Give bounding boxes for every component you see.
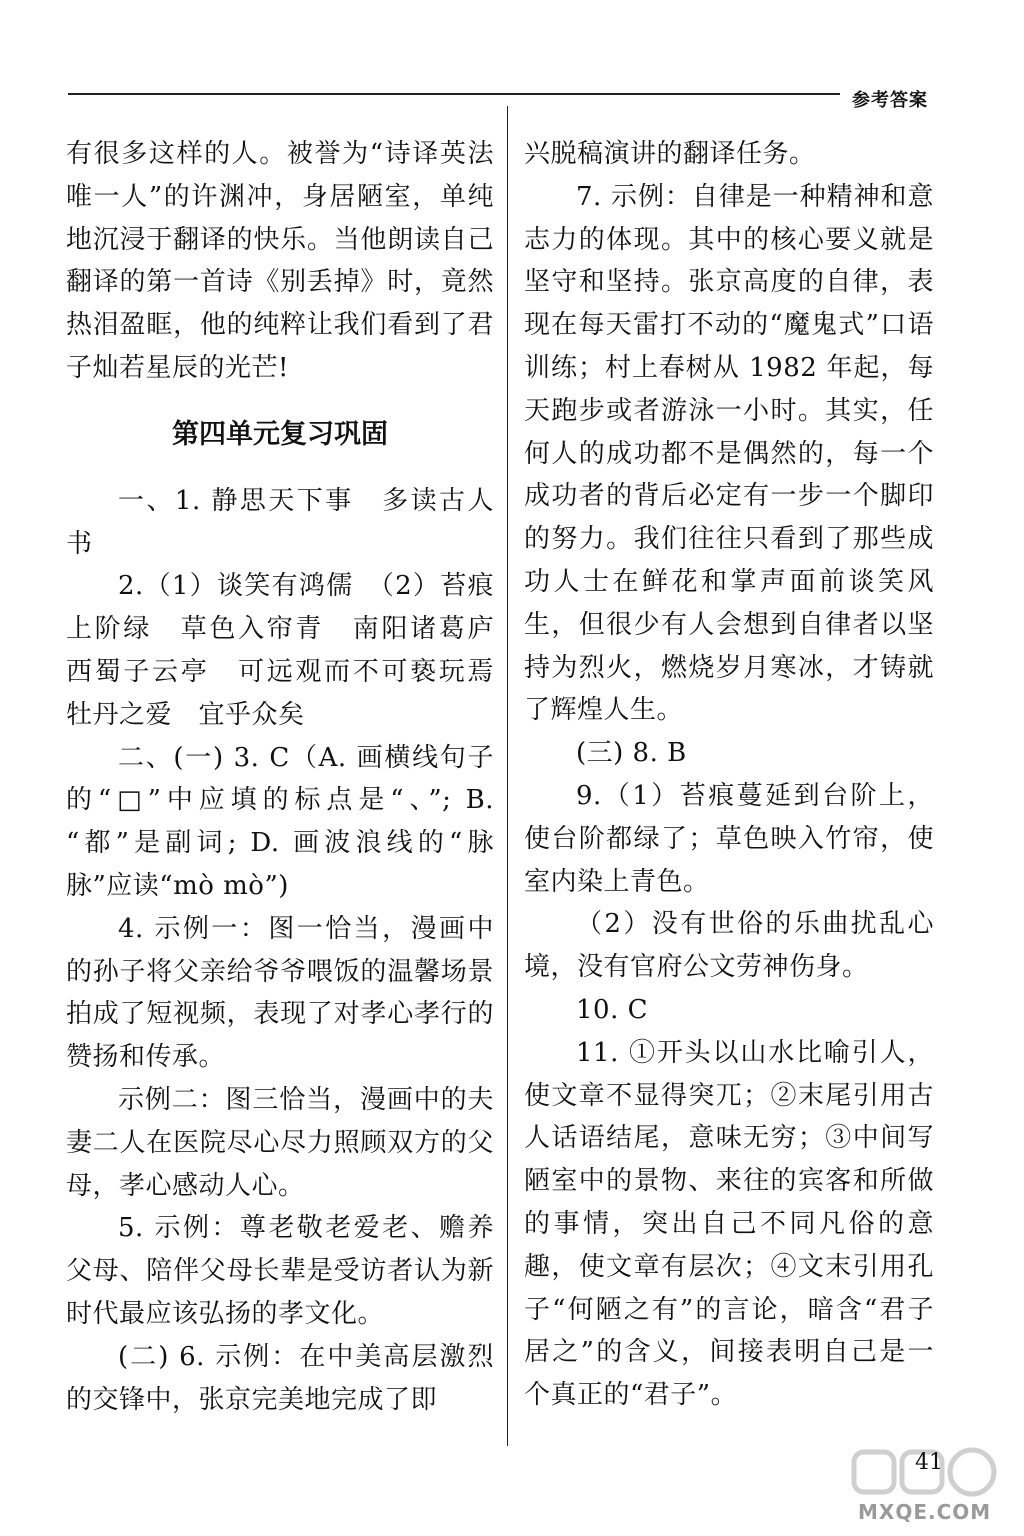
page-number: 41 [915,1450,943,1475]
header-rule [68,93,840,95]
answer-q11: 11. ①开头以山水比喻引人，使文章不显得突兀；②末尾引用古人话语结尾，意味无穷；③中间写陋室中的景物、来往的宾客和所做的事情，突出自己不同凡俗的意趣，使文章有层次；④文末引用孔子“何陋之有”的言论，暗含“君子居之”的含义，间接表明自己是一个真正的“君子”。 [524,1037,934,1411]
running-header-label: 参考答案 [852,90,928,111]
left-column [66,133,521,1421]
answer-q2: 2.（1）谈笑有鸿儒 （2）苔痕上阶绿 草色入帘青 南阳诸葛庐 西蜀子云亭 可远观而不可亵玩焉 牡丹之爱 宜乎众矣 [66,571,521,730]
answer-q7: 7. 示例：自律是一种精神和意志力的体现。其中的核心要义就是坚守和坚持。张京高度的自律，表现在每天雷打不动的“魔鬼式”口语训练；村上春树从 1982 年起，每天跑步或者游泳一小时。其实，任何人的成功都不是偶然的，每一个成功者的背后必定有一步一个脚印的努力。我们往往只看到了那些成功人士在鲜花和掌声面前谈笑风生，但很少有人会想到自律者以坚持为烈火，燃烧岁月寒冰，才铸就了辉煌人生。 [524,181,934,726]
answer-q10: 10. C [576,994,649,1025]
answer-q8: (三) 8. B [576,738,687,769]
answer-q9-1: 9.（1）苔痕蔓延到台阶上，使台阶都绿了；草色映入竹帘，使室内染上青色。 [524,780,934,897]
intro-paragraph: 有很多这样的人。被誉为“诗译英法唯一人”的许渊冲，身居陋室，单纯地沉浸于翻译的快乐。当他朗读自己翻译的第一首诗《别丢掉》时，竟然热泪盈眶，他的纯粹让我们看到了君子灿若星辰的光芒! [66,139,494,383]
column-divider [507,106,508,1446]
answer-q6-continued: 兴脱稿演讲的翻译任务。 [524,139,816,169]
answer-q3: 二、(一) 3. C（A. 画横线句子的“□”中应填的标点是“、”; B. “都”是副词; D. 画波浪线的“脉脉”应读“mò mò”) [66,742,494,901]
answer-q6: (二) 6. 示例：在中美高层激烈的交锋中，张京完美地完成了即 [66,1341,494,1415]
answer-q4-example1: 4. 示例一：图一恰当，漫画中的孙子将父亲给爷爷喂饭的温馨场景拍成了短视频，表现了对孝心孝行的赞扬和传承。 [66,913,494,1073]
watermark-url: MXQE.COM [858,1500,992,1524]
right-column [524,133,934,1417]
answer-q1: 一、1. 静思天下事 多读古人书 [66,485,494,559]
section-heading: 第四单元复习巩固 [172,418,388,450]
answer-q4-example2: 示例二：图三恰当，漫画中的夫妻二人在医院尽心尽力照顾双方的父母，孝心感动人心。 [66,1084,494,1201]
answer-q5: 5. 示例：尊老敬老爱老、赡养父母、陪伴父母长辈是受访者认为新时代最应该弘扬的孝文化。 [66,1213,494,1329]
answer-q9-2: （2）没有世俗的乐曲扰乱心境，没有官府公文劳神伤身。 [524,909,934,983]
